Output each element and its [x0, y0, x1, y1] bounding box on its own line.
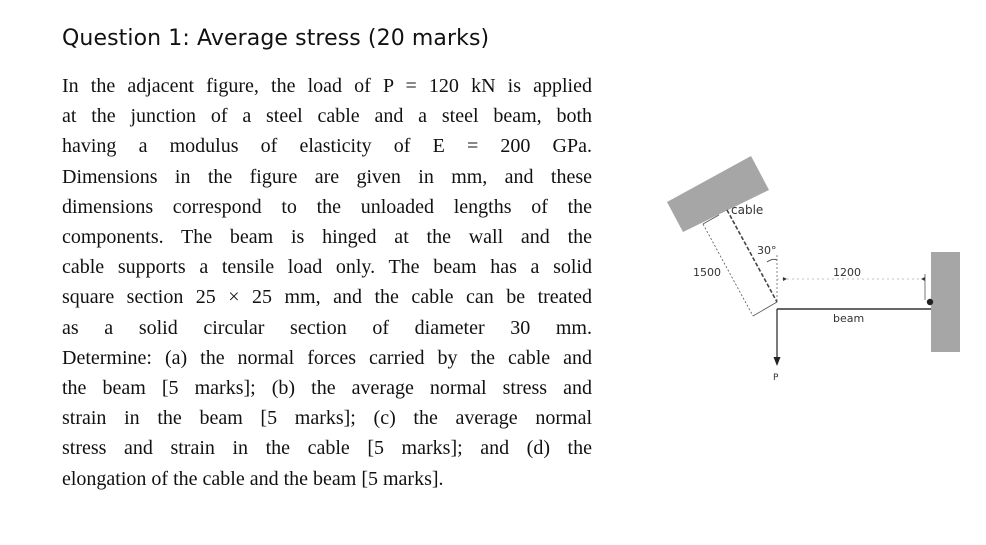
cable-beam-figure	[655, 150, 975, 390]
problem-line: strain in the beam [5 marks]; (c) the average normal	[62, 407, 592, 430]
problem-statement	[62, 71, 592, 494]
angle-arc	[767, 259, 777, 262]
problem-line: having a modulus of elasticity of E = 200 GPa.	[62, 135, 592, 158]
hinge	[927, 299, 933, 305]
problem-line: dimensions correspond to the unloaded lengths of the	[62, 195, 592, 218]
problem-line: cable supports a tensile load only. The beam has a solid	[62, 256, 592, 279]
load-label: P	[773, 373, 779, 383]
load-arrowhead	[774, 357, 781, 366]
problem-line: Dimensions in the figure are given in mm, and these	[62, 165, 592, 188]
beam-length-label: 1200	[833, 266, 861, 279]
problem-line: elongation of the cable and the beam [5 marks].	[62, 467, 444, 490]
beam-dimension-arrow	[783, 277, 787, 281]
problem-line: components. The beam is hinged at the wall and the	[62, 226, 592, 249]
problem-line: the beam [5 marks]; (b) the average normal stress and	[62, 377, 592, 400]
ceiling-support	[667, 156, 769, 232]
cable-label: cable	[731, 203, 764, 217]
problem-line: square section 25 × 25 mm, and the cable can be treated	[62, 286, 592, 309]
beam-label: beam	[833, 312, 865, 325]
angle-label: 30°	[757, 244, 777, 257]
problem-line: as a solid circular section of diameter 30 mm.	[62, 316, 592, 339]
cable-dimension-end	[753, 302, 777, 316]
question-heading: Question 1: Average stress (20 marks)	[62, 26, 490, 51]
wall-support	[931, 252, 960, 352]
problem-line: Determine: (a) the normal forces carried by the cable and	[62, 346, 592, 369]
problem-line: In the adjacent figure, the load of P = 120 kN is applied	[62, 75, 592, 97]
problem-line: at the junction of a steel cable and a steel beam, both	[62, 105, 592, 128]
problem-line: stress and strain in the cable [5 marks]; and (d) the	[62, 437, 592, 460]
cable-length-label: 1500	[693, 266, 721, 279]
beam-dimension-arrow	[921, 277, 925, 281]
